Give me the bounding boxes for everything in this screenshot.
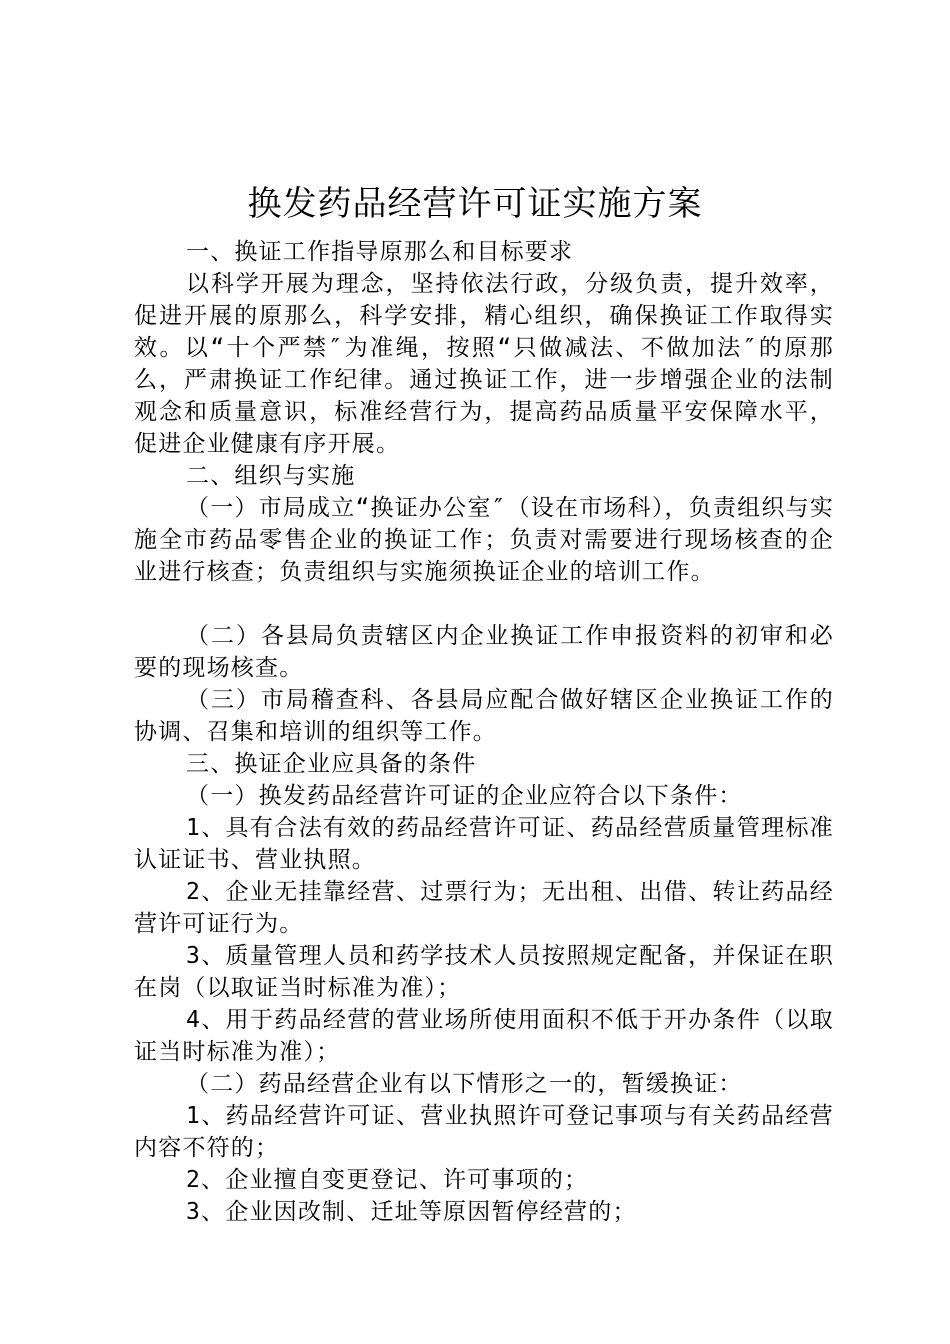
list-item: 1、药品经营许可证、营业执照许可登记事项与有关药品经营内容不符的； bbox=[134, 1103, 834, 1161]
subsection-heading: （二）药品经营企业有以下情形之一的，暂缓换证： bbox=[186, 1071, 743, 1097]
paragraph: （一）市局成立“换证办公室″（设在市场科），负责组织与实施全市药品零售企业的换证工作；负责对需要进行现场核查的企业进行核查；负责组织与实施须换证企业的培训工作。 bbox=[134, 495, 834, 585]
section-heading: 三、换证企业应具备的条件 bbox=[186, 751, 477, 777]
paragraph: （二）各县局负责辖区内企业换证工作申报资料的初审和必要的现场核查。 bbox=[134, 623, 834, 681]
document-body bbox=[134, 236, 834, 1228]
list-item: 4、用于药品经营的营业场所使用面积不低于开办条件（以取证当时标准为准）； bbox=[134, 1007, 834, 1065]
list-item: 2、企业擅自变更登记、许可事项的； bbox=[186, 1167, 589, 1193]
list-item: 2、企业无挂靠经营、过票行为；无出租、出借、转让药品经营许可证行为。 bbox=[134, 879, 834, 937]
paragraph: 以科学开展为理念，坚持依法行政，分级负责，提升效率，促进开展的原那么，科学安排，精心组织，确保换证工作取得实效。以“十个严禁″为准绳，按照“只做减法、不做加法″的原那么，严肃换证工作纪律。通过换证工作，进一步增强企业的法制观念和质量意识，标准经营行为，提高药品质量平安保障水平，促进企业健康有序开展。 bbox=[134, 271, 834, 457]
blank-line bbox=[134, 588, 834, 620]
section-heading: 一、换证工作指导原那么和目标要求 bbox=[186, 239, 574, 265]
subsection-heading: （一）换发药品经营许可证的企业应符合以下条件： bbox=[186, 783, 743, 809]
list-item: 3、质量管理人员和药学技术人员按照规定配备，并保证在职在岗（以取证当时标准为准）； bbox=[134, 943, 834, 1001]
list-item: 1、具有合法有效的药品经营许可证、药品经营质量管理标准认证证书、营业执照。 bbox=[134, 815, 834, 873]
document-title: 换发药品经营许可证实施方案 bbox=[247, 184, 703, 224]
section-heading: 二、组织与实施 bbox=[186, 463, 356, 489]
list-item: 3、企业因改制、迁址等原因暂停经营的； bbox=[186, 1199, 637, 1225]
paragraph: （三）市局稽查科、各县局应配合做好辖区企业换证工作的协调、召集和培训的组织等工作。 bbox=[134, 687, 834, 745]
